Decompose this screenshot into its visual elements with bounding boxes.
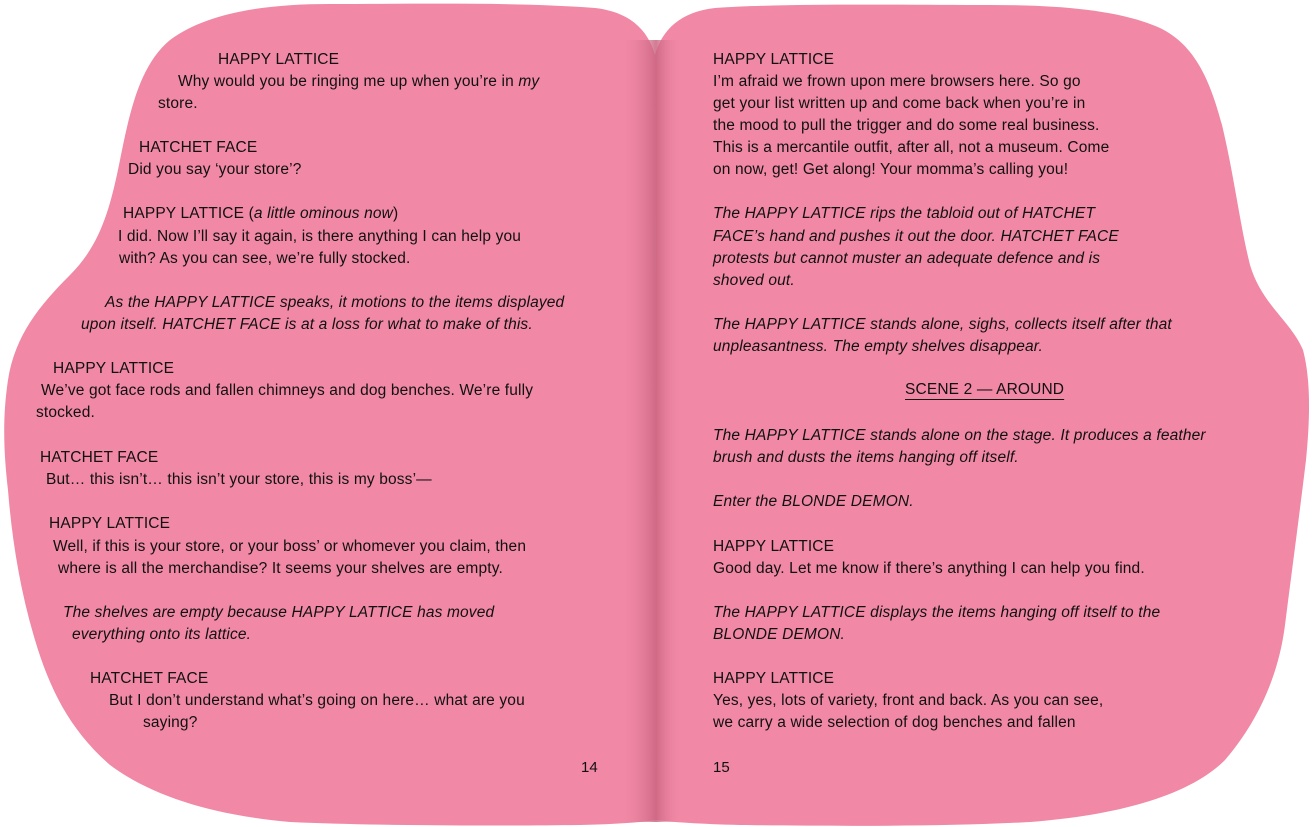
speaker-name: HATCHET FACE: [40, 449, 159, 466]
dialogue-line: But… this isn’t… this isn’t your store, this is my boss’—: [46, 471, 432, 488]
stage-direction: The HAPPY LATTICE displays the items hanging off itself to the: [713, 604, 1161, 621]
dialogue-line: Well, if this is your store, or your boss’ or whomever you claim, then: [53, 538, 527, 555]
dialogue-line: We’ve got face rods and fallen chimneys and dog benches. We’re fully: [41, 382, 534, 399]
dialogue-line: I’m afraid we frown upon mere browsers here. So go: [713, 73, 1081, 90]
dialogue-line: But I don’t understand what’s going on here… what are you: [109, 692, 525, 709]
speaker-name: HAPPY LATTICE: [713, 670, 835, 687]
stage-direction: protests but cannot muster an adequate defence and is: [713, 250, 1101, 267]
gutter-shadow-left: [620, 40, 656, 822]
speaker-name: HAPPY LATTICE (a little ominous now): [123, 205, 399, 222]
stage-direction: Enter the BLONDE DEMON.: [713, 493, 914, 510]
page-number: 15: [713, 759, 730, 776]
speaker-name: HAPPY LATTICE: [218, 51, 340, 68]
stage-direction: The HAPPY LATTICE rips the tabloid out of HATCHET: [713, 205, 1096, 222]
stage-direction: BLONDE DEMON.: [713, 626, 845, 643]
stage-direction: everything onto its lattice.: [72, 626, 252, 643]
dialogue-line: we carry a wide selection of dog benches and fallen: [713, 714, 1076, 731]
dialogue-line: stocked.: [36, 404, 95, 421]
dialogue-line: store.: [158, 95, 198, 112]
dialogue-line: Yes, yes, lots of variety, front and back. As you can see,: [713, 692, 1104, 709]
dialogue-line: get your list written up and come back when you’re in: [713, 95, 1086, 112]
page-number: 14: [581, 759, 598, 776]
speaker-name: HAPPY LATTICE: [713, 538, 835, 555]
dialogue-line: Why would you be ringing me up when you’re in my: [178, 73, 540, 90]
dialogue-line: on now, get! Get along! Your momma’s calling you!: [713, 161, 1069, 178]
stage-direction: brush and dusts the items hanging off itself.: [713, 449, 1019, 466]
dialogue-line: where is all the merchandise? It seems your shelves are empty.: [58, 560, 503, 577]
speaker-name: HAPPY LATTICE: [53, 360, 175, 377]
speaker-name: HATCHET FACE: [90, 670, 209, 687]
stage-direction: The shelves are empty because HAPPY LATTICE has moved: [63, 604, 495, 621]
gutter-shadow-right: [656, 40, 682, 822]
dialogue-line: This is a mercantile outfit, after all, not a museum. Come: [713, 139, 1110, 156]
dialogue-line: Did you say ‘your store’?: [128, 161, 302, 178]
dialogue-line: Good day. Let me know if there’s anything I can help you find.: [713, 560, 1145, 577]
speaker-name: HAPPY LATTICE: [713, 51, 835, 68]
dialogue-line: with? As you can see, we’re fully stocked.: [119, 250, 411, 267]
speaker-name: HATCHET FACE: [139, 139, 258, 156]
stage-direction: The HAPPY LATTICE stands alone, sighs, collects itself after that: [713, 316, 1172, 333]
dialogue-line: the mood to pull the trigger and do some real business.: [713, 117, 1100, 134]
dialogue-line: saying?: [143, 714, 198, 731]
stage-direction: The HAPPY LATTICE stands alone on the stage. It produces a feather: [713, 427, 1206, 444]
scene-heading: SCENE 2 — AROUND: [905, 381, 1065, 398]
stage-direction: upon itself. HATCHET FACE is at a loss for what to make of this.: [81, 316, 533, 333]
speaker-name: HAPPY LATTICE: [49, 515, 171, 532]
dialogue-line: I did. Now I’ll say it again, is there anything I can help you: [118, 228, 522, 245]
stage-direction: As the HAPPY LATTICE speaks, it motions to the items displayed: [105, 294, 565, 311]
stage-direction: shoved out.: [713, 272, 795, 289]
stage-direction: unpleasantness. The empty shelves disappear.: [713, 338, 1043, 355]
stage-direction: FACE’s hand and pushes it out the door. HATCHET FACE: [713, 228, 1119, 245]
